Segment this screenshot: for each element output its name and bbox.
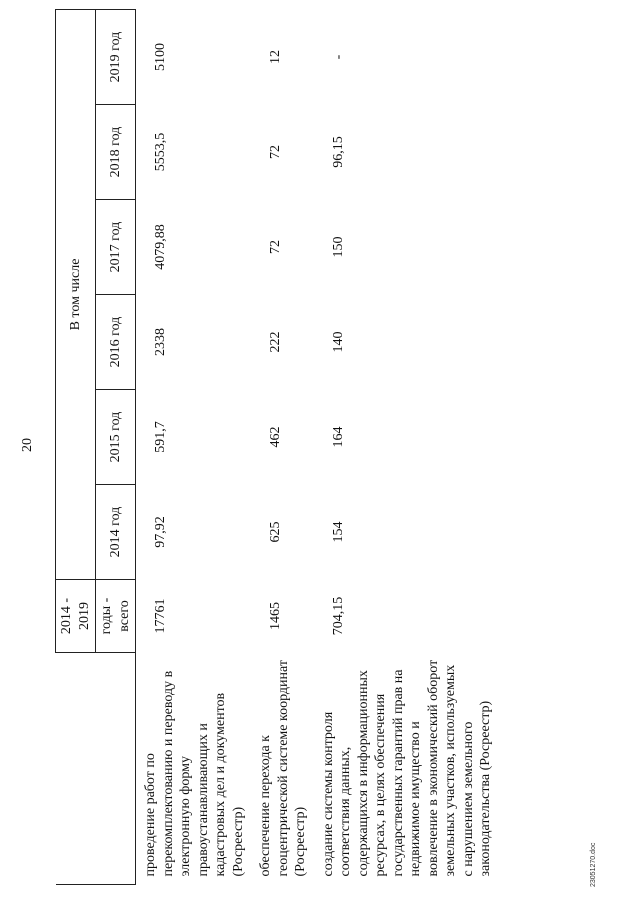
header-year: 2014 год <box>96 485 136 580</box>
footer-filename: 23051270.doc <box>590 842 597 887</box>
row-total: 1465 <box>268 602 283 630</box>
row-value: 154 <box>330 521 346 543</box>
row-value: 140 <box>330 331 346 353</box>
header-year: 2017 год <box>96 200 136 295</box>
row-label: проведение работ по перекомплектованию и переводу в электронную форму правоустанавливающих и кадастровых дел и документов (Росреестр) <box>143 670 246 877</box>
row-value: 5553,5 <box>153 132 168 172</box>
row-value: 96,15 <box>330 136 346 168</box>
header-total-period: 2014 - 2019 <box>56 580 96 653</box>
row-value: 164 <box>330 426 346 448</box>
header-total-sub: годы - всего <box>96 580 136 653</box>
header-year: 2019 год <box>96 10 136 105</box>
row-value: 5100 <box>153 43 168 71</box>
header-year: 2018 год <box>96 105 136 200</box>
table-row <box>314 10 499 885</box>
header-group-label: В том числе <box>56 10 96 580</box>
header-label-cell <box>56 653 136 885</box>
row-value: 72 <box>268 240 283 254</box>
row-value: 2338 <box>153 328 168 356</box>
header-year: 2016 год <box>96 295 136 390</box>
table-row <box>251 10 314 885</box>
row-label: обеспечение перехода к геоцентрической системе координат (Росреестр) <box>258 660 308 877</box>
row-value: 72 <box>268 145 283 159</box>
row-value: 625 <box>268 521 283 543</box>
header-row-top <box>56 10 96 885</box>
row-total: 17761 <box>153 598 168 634</box>
budget-table <box>55 9 499 885</box>
row-value: 150 <box>330 236 346 258</box>
page-number: 20 <box>20 438 35 452</box>
row-value: 222 <box>268 331 283 353</box>
row-value: 591,7 <box>153 421 168 453</box>
row-value: 4079,88 <box>153 224 168 270</box>
header-year: 2015 год <box>96 390 136 485</box>
row-value: 97,92 <box>153 516 168 548</box>
row-total: 704,15 <box>330 596 346 636</box>
row-label: создание системы контроля соответствия данных, содержащихся в информационных ресурсах, в целях обеспечения государственных гарантий прав на недвижимое имущество и вовлечение в экономический оборот земельных участков, используемых с нарушением земельного законодательства (Росреестр) <box>320 659 493 877</box>
table-row <box>136 10 252 885</box>
row-value: 462 <box>268 426 283 448</box>
row-value: - <box>330 54 346 60</box>
row-value: 12 <box>268 50 283 64</box>
